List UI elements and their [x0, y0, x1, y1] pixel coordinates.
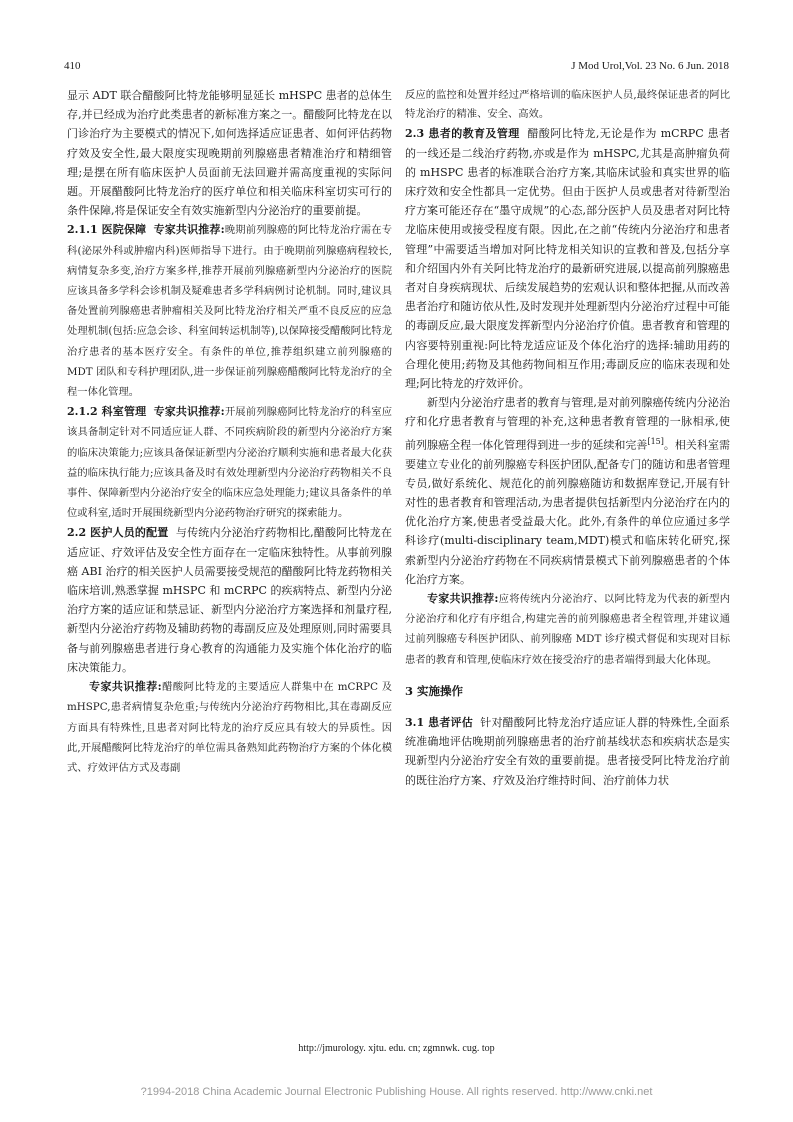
section-2-1-2-text: 开展前列腺癌阿比特龙治疗的科室应该具备制定针对不同适应证人群、不同疾病阶段的新型内分泌治疗方案的临床决策能力;应该具备保证新型内分泌治疗顺利实施和患者最大化获益的临床执行能力;应该具备及时有效处理新型内分泌治疗药物相关不良事件、保障新型内分泌治疗安全的临床应急处理能力;建议具备条件的单位或科室,适时开展围绕新型内分泌药物治疗研究的探索能力。: [67, 406, 393, 520]
section-2-1-2: [67, 402, 392, 523]
section-2-1-2-heading: 2.1.2 科室管理: [67, 405, 147, 419]
footer-url: http://jmurology. xjtu. edu. cn; zgmnwk. cug. top: [298, 1043, 495, 1054]
section-2-1-2-label: 专家共识推荐:: [153, 405, 225, 419]
section-2-3-consensus: [405, 589, 730, 670]
section-2-1-1-text: 晚期前列腺癌的阿比特龙治疗需在专科(泌尿外科或肿瘤内科)医师指导下进行。由于晚期前列腺癌病程较长,病情复杂多变,治疗方案多样,推荐开展前列腺癌新型内分泌治疗的医院应该具备多学科会诊机制及疑难患者多学科病例讨论机制。同时,建议具备处置前列腺癌患者肿瘤相关及阿比特龙治疗相关严重不良反应的应急处理机制(包括:应急会诊、科室间转运机制等),以保障接受醋酸阿比特龙治疗患者的基本医疗安全。有条件的单位,推荐组织建立前列腺癌的 MDT 团队和专科护理团队,进一步保证前列腺癌醋酸阿比特龙治疗的全程一体化管理。: [67, 224, 393, 399]
section-2-2-label: 专家共识推荐:: [89, 680, 162, 694]
section-2-2-consensus-text: 醋酸阿比特龙的主要适应人群集中在 mCRPC 及 mHSPC,患者病情复杂危重;与传统内分泌治疗药物相比,其在毒副反应方面具有特殊性,且患者对阿比特龙的治疗反应具有较大的异质性。因此,开展醋酸阿比特龙治疗的单位需具备熟知此药物治疗方案的个体化模式、疗效评估方式及毒副: [67, 681, 392, 774]
section-2-2: [67, 523, 392, 677]
education-text-b: 。相关科室需要建立专业化的前列腺癌专科医护团队,配备专门的随访和患者管理专员,做好系统化、规范化的前列腺癌随访和数据库登记,开展有针对性的患者教育和管理活动,为患者提供包括新型内分泌治疗在内的优化治疗方案,使患者受益最大化。此外,有条件的单位应通过多学科诊疗(multi-disciplinary team,MDT)模式和临床转化研究,探索新型内分泌治疗药物在不同疾病情景模式下前列腺癌患者的个体化治疗方案。: [405, 438, 730, 586]
section-3-1-text: 针对醋酸阿比特龙治疗适应证人群的特殊性,全面系统准确地评估晚期前列腺癌患者的治疗前基线状态和疾病状态是实现新型内分泌治疗安全有效的重要前提。患者接受阿比特龙治疗前的既往治疗方案、疗效及治疗维持时间、治疗前体力状: [405, 715, 730, 787]
section-2-3: [405, 124, 730, 393]
section-2-3-heading: 2.3 患者的教育及管理: [405, 127, 520, 141]
section-2-3-text: 醋酸阿比特龙,无论是作为 mCRPC 患者的一线还是二线治疗药物,亦或是作为 mHSPC,尤其是高肿瘤负荷的 mHSPC 患者的标准联合治疗方案,其临床试验和真实世界的临床疗效和安全性都具一定优势。但由于医护人员或患者对待新型治疗方案可能还存在“墨守成规”的心态,部分医护人员及患者对阿比特龙临床使用或接受程度有限。因此,在之前“传统内分泌治疗和患者管理”中需要适当增加对阿比特龙相关知识的宣教和普及,包括分享和介绍国内外有关阿比特龙治疗的最新研究进展,以提高前列腺癌患者对自身疾病现状、后续发展趋势的宏观认识和整体把握,从而改善患者治疗和随访依从性,及时发现并处理新型内分泌治疗过程中可能的毒副反应,最大限度发挥新型内分泌治疗价值。患者教育和管理的内容要特别重视:阿比特龙适应证及个体化治疗的选择:辅助用药的合理化使用;药物及其他药物间相互作用;毒副反应的临床表现和处理;阿比特龙的疗效评价。: [405, 127, 731, 391]
copyright-notice: ?1994-2018 China Academic Journal Electronic Publishing House. All rights reserved. http://www.cnki.net: [140, 1086, 653, 1098]
intro-paragraph: 显示 ADT 联合醋酸阿比特龙能够明显延长 mHSPC 患者的总体生存,并已经成为治疗此类患者的新标准方案之一。醋酸阿比特龙在以门诊治疗为主要模式的情况下,如何选择适应证患者、如何评估药物疗效及安全性,最大限度实现晚期前列腺癌患者精准治疗和精细管理;是摆在所有临床医护人员面前无法回避并需高度重视的实际问题。开展醋酸阿比特龙治疗的医疗单位和相关临床科室切实可行的条件保障,将是保证安全有效实施新型内分泌治疗的重要前提。: [67, 89, 392, 218]
education-text-a: 新型内分泌治疗患者的教育与管理,是对前列腺癌传统内分泌治疗和化疗患者教育与管理的补充,这种患者教育管理的一脉相承,使前列腺癌全程一体化管理得到进一步的延续和完善: [405, 396, 730, 452]
section-3-title: 3 实施操作: [405, 683, 464, 698]
education-paragraph: [405, 393, 730, 589]
running-header: [64, 60, 729, 78]
reference-15: [15]: [647, 436, 664, 446]
section-2-3-consensus-text: 应将传统内分泌治疗、以阿比特龙为代表的新型内分泌治疗和化疗有序组合,构建完善的前列腺癌患者全程管理,并建议通过前列腺癌专科医护团队、前列腺癌 MDT 诊疗模式督促和实现对目标患者的教育和管理,使临床疗效在接受治疗的患者端得到最大化体现。: [405, 592, 731, 666]
section-3-1: [405, 713, 730, 790]
section-2-3-label: 专家共识推荐:: [427, 591, 499, 605]
section-3-1-heading: 3.1 患者评估: [405, 715, 473, 729]
section-2-1-1-label: 专家共识推荐:: [153, 223, 225, 237]
right-column: [405, 86, 730, 790]
section-2-1-1: [67, 220, 392, 402]
section-2-2-consensus: [67, 677, 392, 778]
section-2-1-1-heading: 2.1.1 医院保障: [67, 223, 147, 237]
continued-paragraph: 反应的监控和处置并经过严格培训的临床医护人员,最终保证患者的阿比特龙治疗的精准、安全、高效。: [405, 89, 730, 121]
journal-citation: J Mod Urol,Vol. 23 No. 6 Jun. 2018: [571, 60, 729, 72]
page-number: 410: [64, 60, 81, 72]
section-2-2-heading: 2.2 医护人员的配置: [67, 526, 169, 540]
left-column: [67, 86, 392, 778]
section-2-2-text: 与传统内分泌治疗药物相比,醋酸阿比特龙在适应证、疗效评估及安全性方面存在一定临床独特性。从事前列腺癌 ABI 治疗的相关医护人员需要接受规范的醋酸阿比特龙药物相关临床培训,熟悉掌握 mHSPC 和 mCRPC 的疾病特点、新型内分泌治疗方案的适应证和禁忌证、新型内分泌治疗方案选择和剂量疗程,新型内分泌治疗药物及辅助药物的毒副反应及处理原则,同时需要具备与前列腺癌患者进行身心教育的沟通能力及实施个体化治疗的临床决策能力。: [67, 526, 392, 674]
